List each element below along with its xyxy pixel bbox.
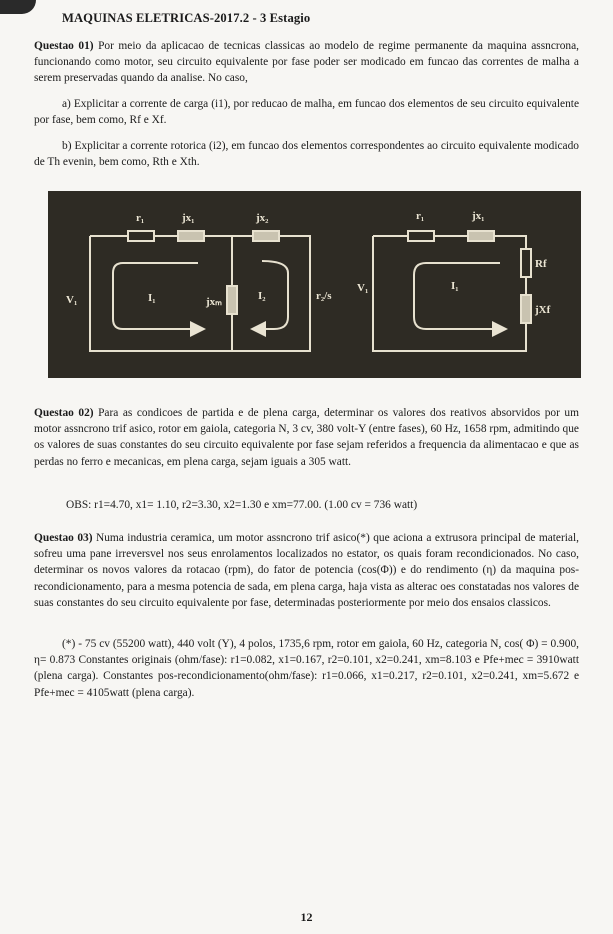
reactor-jx1-right <box>468 231 494 241</box>
reactor-jx1 <box>178 231 204 241</box>
label-jx1-right: jx₁ <box>472 210 485 222</box>
label-v1: V₁ <box>66 294 78 306</box>
page-title: MAQUINAS ELETRICAS-2017.2 - 3 Estagio <box>62 11 311 25</box>
question-1-item-b: b) Explicitar a corrente rotorica (i2), em funcao dos elementos correspondentes ao circuito equivalente modicado de Th evenin, bem como, Rth e Xth. <box>34 140 579 169</box>
equivalent-circuit-figure <box>48 191 581 378</box>
reactor-jx2 <box>253 231 279 241</box>
label-i1-right: I₁ <box>451 280 459 292</box>
label-jx1: jx₁ <box>182 212 195 224</box>
question-1-intro <box>34 38 579 87</box>
question-1-item-a: a) Explicitar a corrente de carga (i1), por reducao de malha, em funcao dos elementos de seu circuito equivalente por fase, bem como, Rf e Xf. <box>34 98 579 127</box>
label-jx2: jx₂ <box>256 212 269 224</box>
question-3-text: Numa industria ceramica, um motor assncrono trif asico(*) que aciona a extrusora principal de material, sofreu uma pane irreversvel nos seus enrolamentos localizados no estator, os quais foram recondicionados. No caso, determinar os novos valores da rotacao (rpm), do fator de potencia (cos(Φ)) e do rendimento (η) da maquina pos-recondicionamento, para a mesma potencia de sada, em plena carga, haja vista as alterac oes constatadas nos valores de suas constantes do seu circuito equivalente por fase, determinadas posteriormente por meio dos ensaios classicos. <box>34 532 579 609</box>
question-2-label: Questao 02) <box>34 407 94 419</box>
reactor-jxm <box>227 286 237 314</box>
page-number: 12 <box>300 910 313 924</box>
label-jxm: jxₘ <box>206 296 223 308</box>
label-rf: Rf <box>535 258 547 270</box>
label-v1-right: V₁ <box>357 282 369 294</box>
question-3-text-block <box>34 530 579 611</box>
question-2-text: Para as condicoes de partida e de plena carga, determinar os valores dos reativos absorvidos por um motor assncrono trif asico, rotor em gaiola, categoria N, 3 cv, 380 volt-Y (entre fases), 60 Hz, 1658 rpm, admitindo que os valores de suas constantes do seu circuito equivalente por fase sejam referidos a frequencia da alimentacao e que as perdas no ferro e mecanicas, em plena carga, sejam iguais a 305 watt. <box>34 407 579 468</box>
question-1-label: Questao 01) <box>34 40 94 52</box>
question-2-text-block <box>34 405 579 470</box>
label-r2s: r₂/s <box>316 290 332 302</box>
label-jxf: jXf <box>535 304 551 316</box>
label-r1-right: r₁ <box>416 210 425 222</box>
label-i1: I₁ <box>148 292 156 304</box>
question-1-text: Por meio da aplicacao de tecnicas classicas ao modelo de regime permanente da maquina assncrona, funcionando como motor, seu circuito equivalente por fase poder ser modicado em funcao das correntes de malha a serem preservadas quando da analise. No caso, <box>34 40 579 85</box>
question-3-footnote: (*) - 75 cv (55200 watt), 440 volt (Y), 4 polos, 1735,6 rpm, rotor em gaiola, 60 Hz, categoria N, cos( Φ) = 0.900, η= 0.873 Constantes originais (ohm/fase): r1=0.082, x1=0.167, r2=0.101, x2=0.241, xm=8.103 e Pfe+mec = 3910watt (plena carga). Constantes pos-recondicionamento(ohm/fase): r1=0.066, x1=0.217, r2=0.101, x2=0.241, xm=5.672 e Pfe+mec = 4105watt (plena carga). <box>34 638 579 699</box>
reactor-jxf <box>521 295 531 323</box>
question-3-label: Questao 03) <box>34 532 93 544</box>
label-r1: r₁ <box>136 212 145 224</box>
question-2-obs: OBS: r1=4.70, x1= 1.10, r2=3.30, x2=1.30 e xm=77.00. (1.00 cv = 736 watt) <box>66 499 418 511</box>
circuit-diagram <box>48 191 581 378</box>
label-i2: I₂ <box>258 290 266 302</box>
